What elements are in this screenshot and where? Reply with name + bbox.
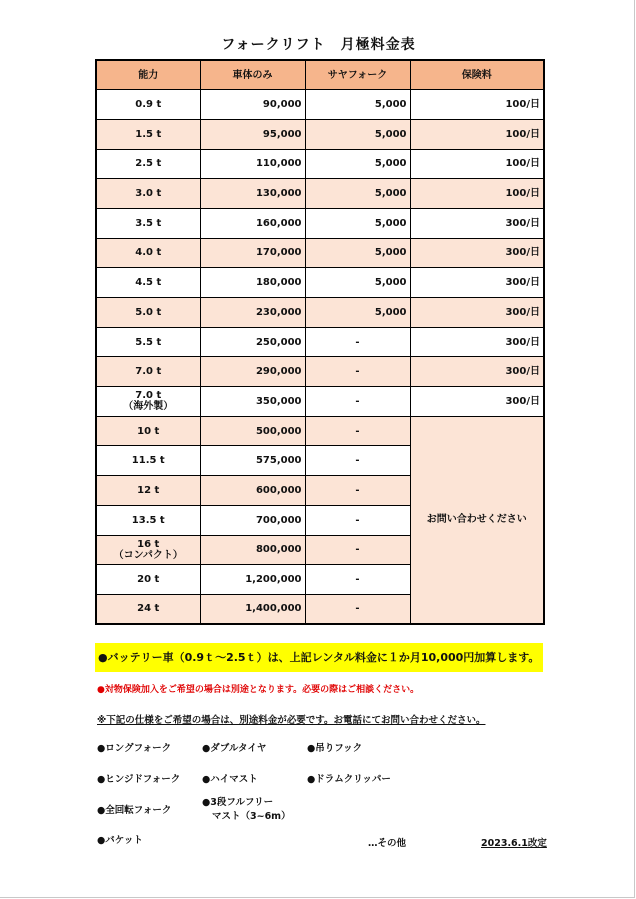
body-price-cell: 230,000	[200, 298, 305, 328]
saya-price-cell: 5,000	[305, 268, 410, 298]
saya-price-cell: -	[305, 535, 410, 565]
body-price-cell: 90,000	[200, 90, 305, 120]
saya-price-cell: -	[305, 594, 410, 624]
body-price-cell: 600,000	[200, 476, 305, 506]
insurance-cell: 100/日	[410, 179, 544, 209]
saya-price-cell: -	[305, 357, 410, 387]
header-capacity: 能力	[96, 60, 200, 90]
body-price-cell: 130,000	[200, 179, 305, 209]
revision-date: 2023.6.1改定	[481, 838, 547, 849]
saya-price-cell: 5,000	[305, 90, 410, 120]
capacity-cell: 20 t	[96, 565, 200, 595]
table-row	[96, 149, 544, 179]
saya-price-cell: -	[305, 446, 410, 476]
saya-price-cell: 5,000	[305, 179, 410, 209]
capacity-value: 16 t	[137, 538, 160, 550]
option-long-fork: ●ロングフォーク	[97, 743, 172, 754]
saya-price-cell: -	[305, 565, 410, 595]
insurance-cell: 100/日	[410, 90, 544, 120]
table-row	[96, 416, 544, 446]
body-price-cell: 170,000	[200, 238, 305, 268]
saya-price-cell: -	[305, 476, 410, 506]
spec-options-note: ※下記の仕様をご希望の場合は、別途料金が必要です。お電話にてお問い合わせください。	[97, 715, 486, 726]
body-price-cell: 800,000	[200, 535, 305, 565]
body-price-cell: 250,000	[200, 327, 305, 357]
capacity-note: （海外製）	[123, 401, 174, 413]
contact-cell: お問い合わせください	[410, 416, 544, 624]
insurance-cell: 300/日	[410, 208, 544, 238]
table-row	[96, 238, 544, 268]
saya-price-cell: -	[305, 505, 410, 535]
capacity-cell: 12 t	[96, 476, 200, 506]
capacity-cell: 4.5 t	[96, 268, 200, 298]
capacity-cell: 4.0 t	[96, 238, 200, 268]
option-high-mast: ●ハイマスト	[202, 774, 258, 785]
saya-price-cell: 5,000	[305, 238, 410, 268]
table-header-row	[96, 60, 544, 90]
option-hinged-fork: ●ヒンジドフォーク	[97, 774, 181, 785]
saya-price-cell: -	[305, 387, 410, 417]
saya-price-cell: -	[305, 327, 410, 357]
capacity-cell: 11.5 t	[96, 446, 200, 476]
body-price-cell: 1,400,000	[200, 594, 305, 624]
capacity-cell: 5.0 t	[96, 298, 200, 328]
capacity-note: （コンパクト）	[113, 549, 183, 561]
rate-table	[95, 59, 545, 625]
option-drum-clipper: ●ドラムクリッパー	[307, 774, 391, 785]
capacity-cell: 13.5 t	[96, 505, 200, 535]
capacity-cell: 10 t	[96, 416, 200, 446]
table-row	[96, 119, 544, 149]
option-hook: ●吊りフック	[307, 743, 363, 754]
others-note: …その他	[368, 838, 407, 849]
saya-price-cell: 5,000	[305, 298, 410, 328]
body-price-cell: 180,000	[200, 268, 305, 298]
body-price-cell: 500,000	[200, 416, 305, 446]
capacity-cell: 1.5 t	[96, 119, 200, 149]
header-saya-fork: サヤフォーク	[305, 60, 410, 90]
table-row	[96, 208, 544, 238]
option-triple-mast	[202, 796, 291, 824]
body-price-cell: 1,200,000	[200, 565, 305, 595]
table-row	[96, 90, 544, 120]
saya-price-cell: 5,000	[305, 149, 410, 179]
battery-surcharge-note: ●バッテリー車（0.9ｔ～2.5ｔ）は、上記レンタル料金に１か月10,000円加算します。	[95, 643, 543, 672]
capacity-cell: 3.0 t	[96, 179, 200, 209]
body-price-cell: 290,000	[200, 357, 305, 387]
insurance-cell: 300/日	[410, 238, 544, 268]
option-double-tire: ●ダブルタイヤ	[202, 743, 267, 754]
capacity-cell: 0.9 t	[96, 90, 200, 120]
saya-price-cell: -	[305, 416, 410, 446]
option-bucket: ●バケット	[97, 835, 143, 846]
capacity-cell: 24 t	[96, 594, 200, 624]
insurance-cell: 100/日	[410, 149, 544, 179]
table-row	[96, 327, 544, 357]
header-body-only: 車体のみ	[200, 60, 305, 90]
capacity-cell: 3.5 t	[96, 208, 200, 238]
capacity-cell: 2.5 t	[96, 149, 200, 179]
option-rotating-fork: ●全回転フォーク	[97, 805, 172, 816]
capacity-value: 7.0 t	[135, 390, 162, 402]
header-insurance: 保険料	[410, 60, 544, 90]
table-row	[96, 298, 544, 328]
saya-price-cell: 5,000	[305, 208, 410, 238]
body-price-cell: 110,000	[200, 149, 305, 179]
insurance-cell: 100/日	[410, 119, 544, 149]
body-price-cell: 575,000	[200, 446, 305, 476]
table-row	[96, 268, 544, 298]
body-price-cell: 700,000	[200, 505, 305, 535]
option-triple-mast-line1: ●3段フルフリー	[202, 797, 274, 808]
capacity-cell	[96, 387, 200, 417]
option-triple-mast-line2: マスト（3~6m）	[212, 811, 291, 822]
insurance-cell: 300/日	[410, 298, 544, 328]
page-title: フォークリフト 月極料金表	[221, 37, 416, 53]
insurance-cell: 300/日	[410, 387, 544, 417]
table-row	[96, 357, 544, 387]
insurance-cell: 300/日	[410, 327, 544, 357]
insurance-cell: 300/日	[410, 268, 544, 298]
insurance-cell: 300/日	[410, 357, 544, 387]
capacity-cell	[96, 535, 200, 565]
capacity-cell: 7.0 t	[96, 357, 200, 387]
table-row	[96, 387, 544, 417]
body-price-cell: 95,000	[200, 119, 305, 149]
table-row	[96, 179, 544, 209]
capacity-cell: 5.5 t	[96, 327, 200, 357]
body-price-cell: 350,000	[200, 387, 305, 417]
insurance-note: ●対物保険加入をご希望の場合は別途となります。必要の際はご相談ください。	[97, 685, 420, 695]
saya-price-cell: 5,000	[305, 119, 410, 149]
body-price-cell: 160,000	[200, 208, 305, 238]
